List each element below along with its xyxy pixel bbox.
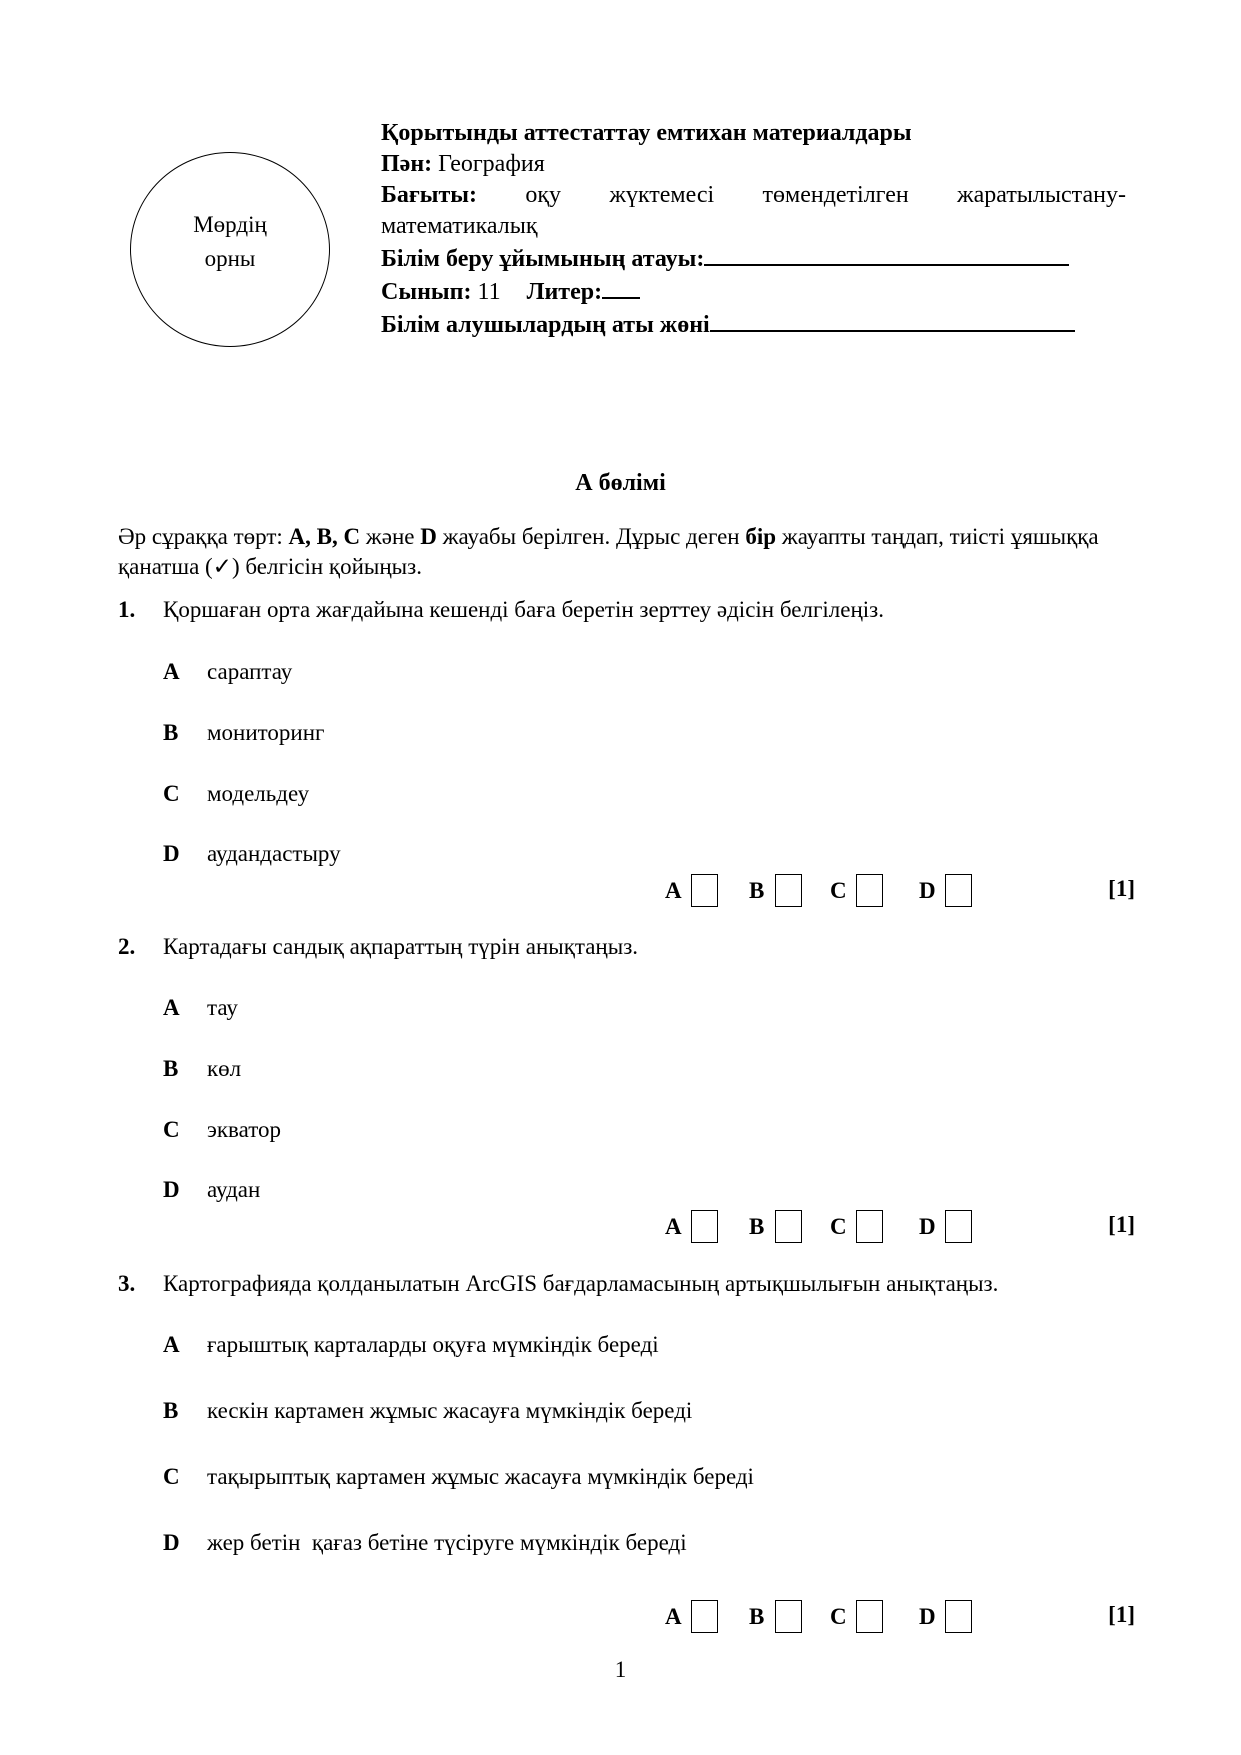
- option-letter: A: [163, 995, 180, 1020]
- answer-row: [665, 1210, 1135, 1246]
- option-letter: B: [163, 1056, 179, 1081]
- answer-choice: [665, 874, 718, 907]
- mark: [1]: [1108, 1212, 1135, 1237]
- subject-value: География: [438, 151, 545, 177]
- answer-row: [665, 1600, 1135, 1636]
- answer-letter: A: [665, 1603, 682, 1629]
- liter-label: Литер:: [526, 279, 603, 305]
- question-number: 1.: [118, 597, 136, 622]
- option-text: сараптау: [207, 659, 293, 684]
- direction-word: төмендетілген: [762, 182, 909, 208]
- seal-placeholder: [130, 152, 330, 347]
- direction-line: [381, 180, 1126, 211]
- student-label: Білім алушылардың аты жөні: [381, 312, 710, 338]
- option-letter: B: [163, 720, 179, 745]
- section-title: А бөлімі: [575, 470, 666, 496]
- answer-letter: A: [665, 877, 682, 903]
- seal-label-line2: орны: [204, 246, 256, 271]
- option-text: кескін картамен жұмыс жасауға мүмкіндік береді: [207, 1398, 693, 1423]
- option-text: тақырыптық картамен жұмыс жасауға мүмкіндік береді: [207, 1464, 754, 1489]
- answer-letter: C: [830, 877, 847, 903]
- answer-letter: B: [749, 1603, 765, 1629]
- mark: [1]: [1108, 1602, 1135, 1627]
- option-letter: D: [163, 1530, 180, 1555]
- answer-choice: [919, 874, 972, 907]
- option-letter: A: [163, 1332, 180, 1357]
- question-text: Қоршаған орта жағдайына кешенді баға беретін зерттеу әдісін белгілеңіз.: [163, 597, 884, 622]
- answer-checkbox[interactable]: [691, 874, 718, 907]
- answer-row: [665, 874, 1135, 910]
- answer-checkbox[interactable]: [945, 1210, 972, 1243]
- seal-label: [131, 208, 329, 276]
- instructions: [118, 522, 1128, 582]
- class-label: Сынып:: [381, 279, 472, 305]
- answer-choice: [830, 1600, 883, 1633]
- direction-word: оқу: [525, 182, 562, 208]
- answer-choice: [830, 874, 883, 907]
- answer-checkbox[interactable]: [691, 1600, 718, 1633]
- direction-word: жаратылыстану-: [957, 182, 1126, 208]
- answer-letter: D: [919, 1603, 936, 1629]
- mark: [1]: [1108, 876, 1135, 901]
- option-letter: C: [163, 781, 180, 806]
- direction-cont: математикалық: [381, 213, 538, 239]
- option-text: ғарыштық карталарды оқуға мүмкіндік береді: [207, 1332, 659, 1357]
- option-letter: A: [163, 659, 180, 684]
- instr-bold: D: [420, 524, 437, 549]
- answer-checkbox[interactable]: [945, 1600, 972, 1633]
- option-text: экватор: [207, 1117, 281, 1142]
- instr-text: Әр сұраққа төрт:: [118, 524, 289, 549]
- option-text: аудан: [207, 1177, 261, 1202]
- answer-checkbox[interactable]: [945, 874, 972, 907]
- subject-label: Пән:: [381, 151, 433, 177]
- answer-choice: [749, 1210, 802, 1243]
- org-name-field[interactable]: [704, 242, 1069, 266]
- instr-text: және: [360, 524, 421, 549]
- answer-checkbox[interactable]: [856, 1210, 883, 1243]
- class-value: 11: [477, 279, 501, 305]
- answer-letter: B: [749, 1213, 765, 1239]
- answer-letter: B: [749, 877, 765, 903]
- answer-letter: A: [665, 1213, 682, 1239]
- instr-bold: A, B, C: [288, 524, 361, 549]
- instr-bold: бір: [745, 524, 777, 549]
- page-number: 1: [614, 1657, 627, 1682]
- answer-letter: D: [919, 1213, 936, 1239]
- question-number: 2.: [118, 934, 136, 959]
- direction-word: жүктемесі: [609, 182, 715, 208]
- option-text: тау: [207, 995, 238, 1020]
- option-letter: D: [163, 1177, 180, 1202]
- question-text: Картадағы сандық ақпараттың түрін анықтаңыз.: [163, 934, 639, 959]
- answer-checkbox[interactable]: [775, 1600, 802, 1633]
- answer-choice: [749, 874, 802, 907]
- answer-checkbox[interactable]: [691, 1210, 718, 1243]
- instr-text: жауабы берілген. Дұрыс деген: [436, 524, 746, 549]
- seal-label-line1: Мөрдің: [193, 212, 267, 237]
- org-label: Білім беру ұйымының атауы:: [381, 246, 705, 272]
- option-letter: C: [163, 1117, 180, 1142]
- option-letter: B: [163, 1398, 179, 1423]
- answer-choice: [749, 1600, 802, 1633]
- answer-letter: D: [919, 877, 936, 903]
- instr-text: жауапты таңдап, тиісті ұяшыққа қанатша (✓) белгісін қойыңыз.: [118, 524, 1099, 579]
- answer-checkbox[interactable]: [775, 874, 802, 907]
- answer-choice: [919, 1600, 972, 1633]
- answer-checkbox[interactable]: [775, 1210, 802, 1243]
- option-text: аудандастыру: [207, 841, 341, 866]
- exam-header: [381, 118, 1126, 341]
- answer-letter: C: [830, 1213, 847, 1239]
- option-letter: C: [163, 1464, 180, 1489]
- student-name-field[interactable]: [710, 308, 1075, 332]
- answer-choice: [665, 1600, 718, 1633]
- direction-label: Бағыты:: [381, 182, 478, 208]
- option-text: көл: [207, 1056, 242, 1081]
- exam-title: Қорытынды аттестаттау емтихан материалдары: [381, 120, 912, 146]
- answer-choice: [665, 1210, 718, 1243]
- answer-checkbox[interactable]: [856, 1600, 883, 1633]
- liter-field[interactable]: [602, 275, 640, 299]
- option-text: мониторинг: [207, 720, 325, 745]
- answer-choice: [830, 1210, 883, 1243]
- option-text: жер бетін қағаз бетіне түсіруге мүмкіндік береді: [207, 1530, 687, 1555]
- option-letter: D: [163, 841, 180, 866]
- question-number: 3.: [118, 1271, 136, 1296]
- answer-letter: C: [830, 1603, 847, 1629]
- option-text: модельдеу: [207, 781, 310, 806]
- question-text: Картографияда қолданылатын ArcGIS бағдарламасының артықшылығын анықтаңыз.: [163, 1271, 999, 1296]
- answer-choice: [919, 1210, 972, 1243]
- answer-checkbox[interactable]: [856, 874, 883, 907]
